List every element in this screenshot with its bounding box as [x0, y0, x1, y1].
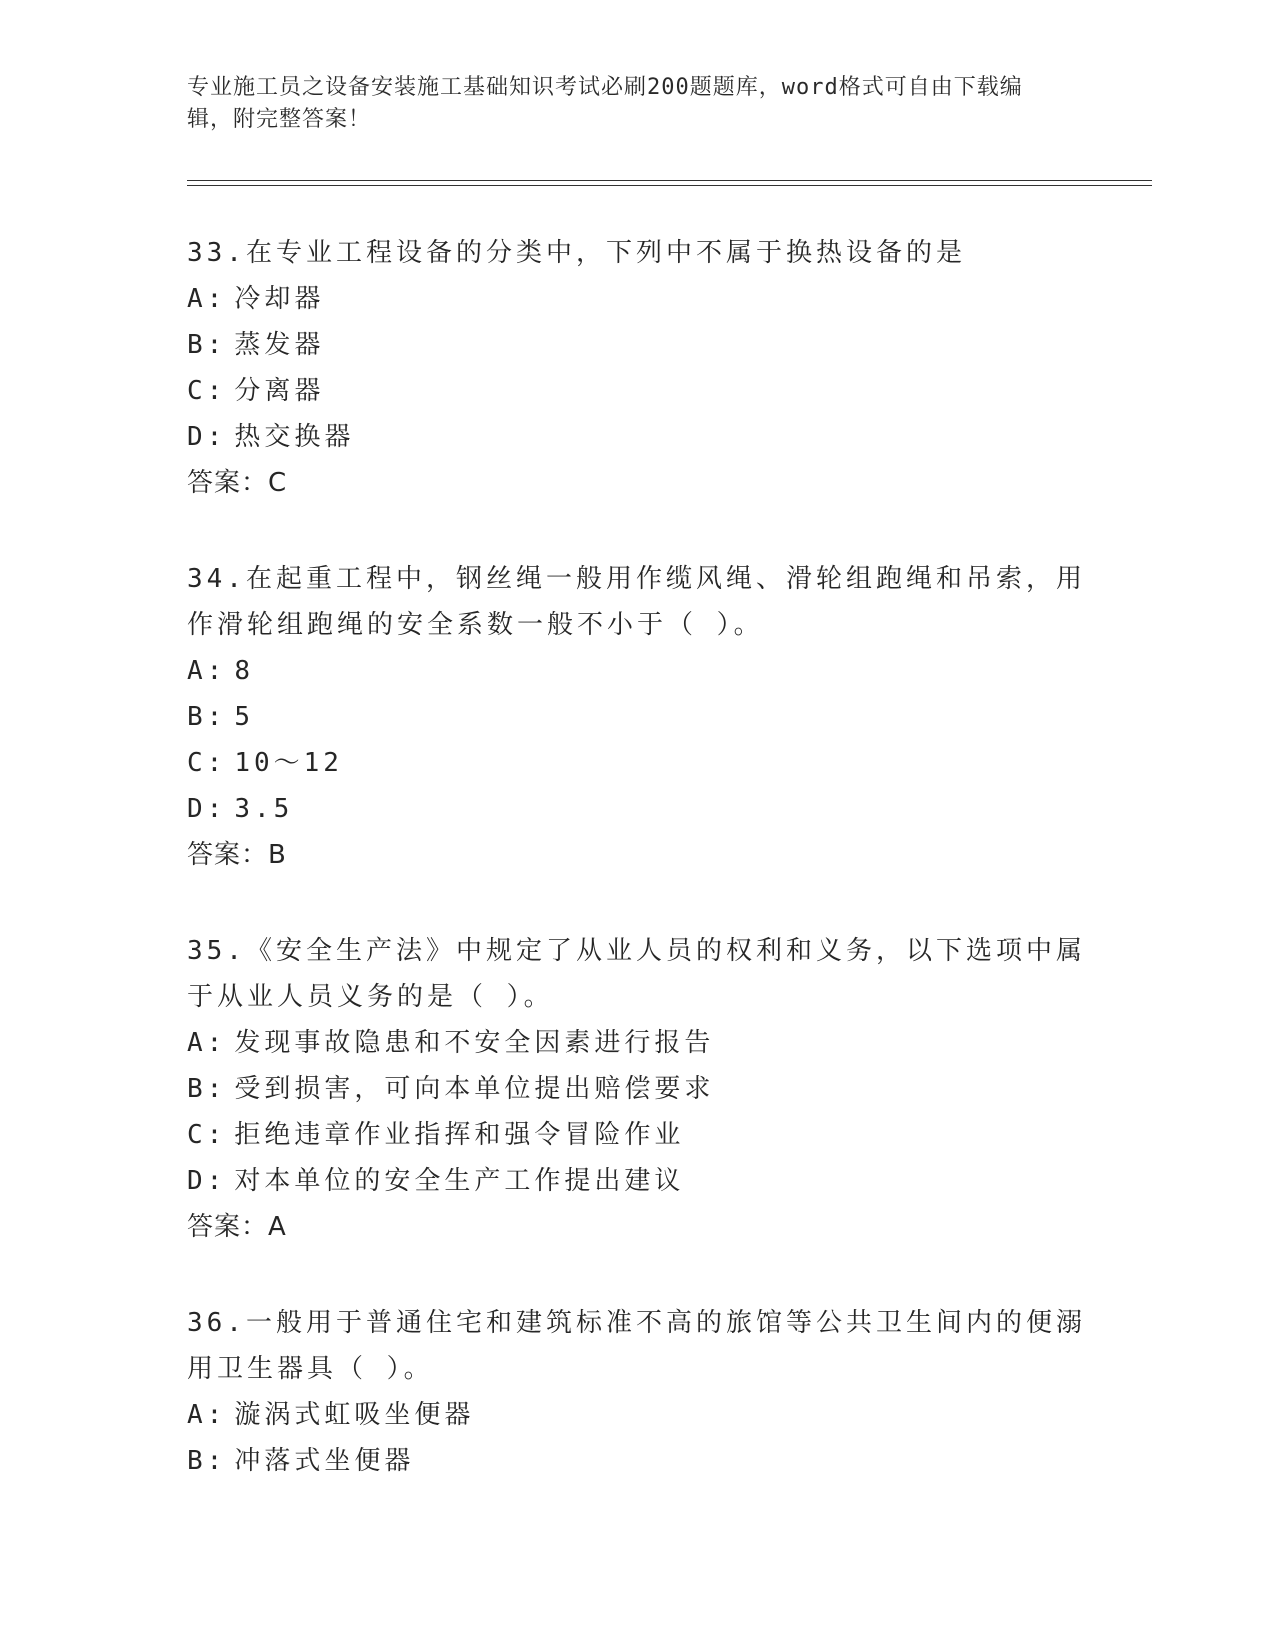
question-stem: 36.一般用于普通住宅和建筑标准不高的旅馆等公共卫生间内的便溺用卫生器具（ ）。	[187, 1308, 1086, 1384]
option-b	[187, 1066, 1087, 1112]
option-letter: D:	[187, 1166, 227, 1196]
answer-line: 答案：A	[187, 1212, 287, 1242]
option-text: 蒸发器	[234, 330, 325, 360]
option-d	[187, 414, 1087, 460]
option-a	[187, 648, 1087, 694]
header-divider-line	[187, 180, 1152, 181]
option-text: 5	[234, 702, 254, 732]
option-text: 热交换器	[234, 422, 355, 452]
option-letter: B:	[187, 702, 227, 732]
option-letter: C:	[187, 748, 227, 778]
option-letter: B:	[187, 330, 227, 360]
option-text: 受到损害，可向本单位提出赔偿要求	[234, 1074, 715, 1104]
answer-line: 答案：B	[187, 840, 287, 870]
question-36	[187, 1300, 1087, 1484]
option-c	[187, 1112, 1087, 1158]
option-text: 发现事故隐患和不安全因素进行报告	[234, 1028, 715, 1058]
option-text: 漩涡式虹吸坐便器	[234, 1400, 475, 1430]
option-text: 3.5	[234, 794, 294, 824]
document-header: 专业施工员之设备安装施工基础知识考试必刷200题题库，word格式可自由下载编辑，附完整答案！	[187, 75, 1023, 132]
option-letter: A:	[187, 656, 227, 686]
option-letter: C:	[187, 1120, 227, 1150]
option-a	[187, 1020, 1087, 1066]
option-text: 冲落式坐便器	[234, 1446, 415, 1476]
question-list	[187, 230, 1087, 1534]
question-stem: 33.在专业工程设备的分类中，下列中不属于换热设备的是	[187, 238, 966, 268]
option-letter: A:	[187, 1028, 227, 1058]
option-b	[187, 694, 1087, 740]
option-text: 分离器	[234, 376, 325, 406]
option-text: 10～12	[234, 748, 343, 778]
option-c	[187, 368, 1087, 414]
option-text: 8	[234, 656, 254, 686]
option-text: 冷却器	[234, 284, 325, 314]
header-divider-line-secondary	[187, 185, 1152, 186]
option-b	[187, 322, 1087, 368]
question-35	[187, 928, 1087, 1250]
option-c	[187, 740, 1087, 786]
option-a	[187, 276, 1087, 322]
option-letter: B:	[187, 1446, 227, 1476]
question-34	[187, 556, 1087, 878]
option-letter: B:	[187, 1074, 227, 1104]
option-text: 拒绝违章作业指挥和强令冒险作业	[234, 1120, 685, 1150]
option-letter: A:	[187, 284, 227, 314]
option-b	[187, 1438, 1087, 1484]
question-33	[187, 230, 1087, 506]
option-letter: A:	[187, 1400, 227, 1430]
option-d	[187, 786, 1087, 832]
option-letter: C:	[187, 376, 227, 406]
option-a	[187, 1392, 1087, 1438]
option-letter: D:	[187, 422, 227, 452]
option-letter: D:	[187, 794, 227, 824]
question-stem: 34.在起重工程中，钢丝绳一般用作缆风绳、滑轮组跑绳和吊索，用作滑轮组跑绳的安全系数一般不小于（ ）。	[187, 564, 1086, 640]
option-d	[187, 1158, 1087, 1204]
option-text: 对本单位的安全生产工作提出建议	[234, 1166, 685, 1196]
question-stem: 35.《安全生产法》中规定了从业人员的权利和义务，以下选项中属于从业人员义务的是（ ）。	[187, 936, 1086, 1012]
answer-line: 答案：C	[187, 468, 288, 498]
